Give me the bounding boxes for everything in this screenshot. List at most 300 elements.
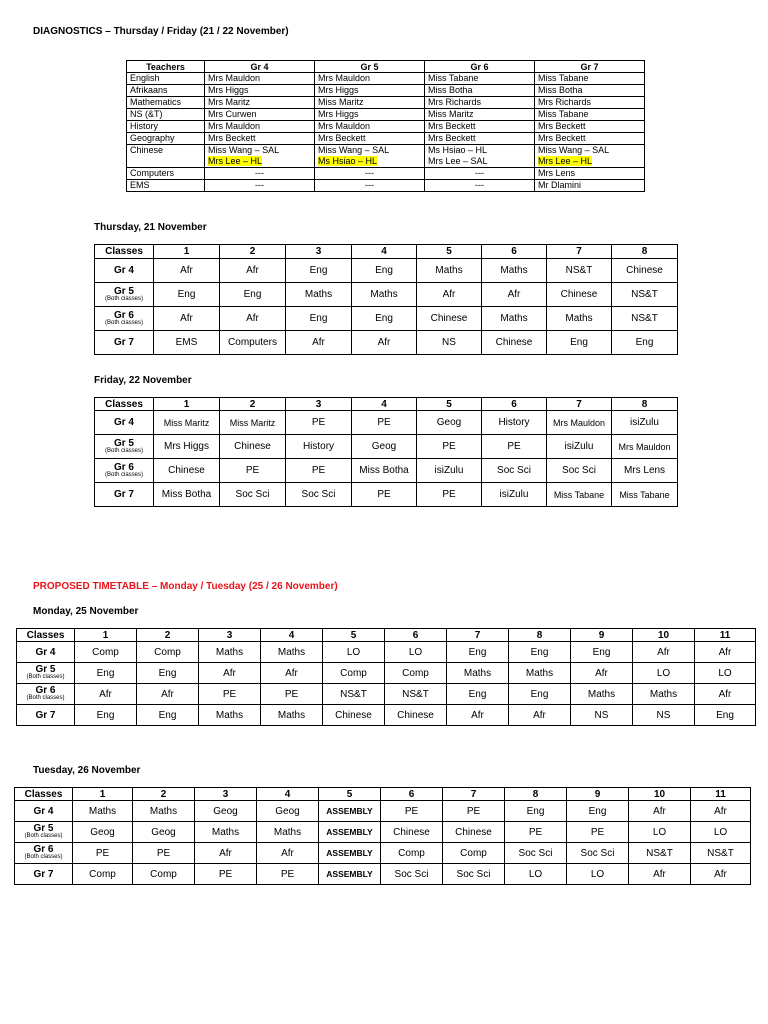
lesson-cell: Afr: [195, 843, 257, 864]
teacher-line: Mrs Lee – SAL: [428, 156, 488, 166]
grade-label: Gr 4: [33, 805, 54, 817]
lesson-cell: Chinese: [612, 259, 678, 283]
lesson-cell: Eng: [547, 331, 612, 355]
grade-label: Gr 6: [35, 685, 56, 696]
lesson-cell: Afr: [571, 663, 633, 684]
teacher-cell: Mrs Curwen: [205, 109, 315, 121]
period-header: 4: [261, 629, 323, 642]
teacher-line: Miss Wang – SAL: [208, 145, 280, 155]
teacher-cell: Mrs Mauldon: [315, 73, 425, 85]
teacher-cell: Mrs Higgs: [315, 109, 425, 121]
grade-cell: [17, 705, 75, 726]
grade-label: Gr 6: [113, 309, 134, 321]
grade-label: Gr 5: [113, 437, 134, 449]
lesson-cell: Maths: [633, 684, 695, 705]
lesson-cell: PE: [443, 801, 505, 822]
lesson-cell: PE: [352, 411, 417, 435]
lesson-cell: Miss Maritz: [220, 411, 286, 435]
table-row: [127, 133, 645, 145]
period-header: 7: [447, 629, 509, 642]
grade-label: Gr 6: [113, 461, 134, 473]
grade-label: Gr 6: [33, 844, 54, 855]
grade-cell: [95, 283, 154, 307]
grade-label: Gr 4: [113, 417, 134, 428]
lesson-cell: Afr: [509, 705, 571, 726]
grade-label: Gr 5: [113, 285, 134, 297]
grade-label: Gr 7: [33, 868, 54, 880]
thursday-timetable: [94, 244, 678, 355]
lesson-cell: Mrs Mauldon: [612, 435, 678, 459]
subject-cell: EMS: [127, 180, 205, 192]
table-row: [17, 684, 756, 705]
teacher-cell: [425, 145, 535, 168]
lesson-cell: Eng: [509, 642, 571, 663]
teacher-cell: Mrs Beckett: [535, 121, 645, 133]
table-row: [127, 121, 645, 133]
highlight-text: Mrs Lee – HL: [208, 156, 263, 166]
table-row: [95, 459, 678, 483]
monday-timetable: [16, 628, 756, 726]
grade-cell: [15, 822, 73, 843]
period-header: 5: [417, 245, 482, 259]
lesson-cell: Mrs Lens: [612, 459, 678, 483]
lesson-cell: LO: [695, 663, 756, 684]
lesson-cell: Maths: [257, 822, 319, 843]
lesson-cell: Maths: [73, 801, 133, 822]
lesson-cell: Geog: [417, 411, 482, 435]
lesson-cell: PE: [505, 822, 567, 843]
lesson-cell: Comp: [385, 663, 447, 684]
table-row: [95, 483, 678, 507]
lesson-cell: Soc Sci: [443, 864, 505, 885]
grade-cell: [95, 259, 154, 283]
table-row: [127, 97, 645, 109]
period-header: 8: [505, 788, 567, 801]
lesson-cell: Maths: [261, 705, 323, 726]
lesson-cell: Soc Sci: [567, 843, 629, 864]
lesson-cell: isiZulu: [612, 411, 678, 435]
teacher-line: [538, 156, 641, 167]
lesson-cell: PE: [257, 864, 319, 885]
lesson-cell: Afr: [220, 259, 286, 283]
lesson-cell: NS: [633, 705, 695, 726]
grade-label: Gr 7: [113, 337, 134, 348]
friday-heading: Friday, 22 November: [94, 375, 192, 386]
diagnostics-heading: DIAGNOSTICS – Thursday / Friday (21 / 22 November): [33, 26, 289, 37]
lesson-cell: Comp: [443, 843, 505, 864]
lesson-cell: ASSEMBLY: [319, 801, 381, 822]
period-header: 6: [482, 398, 547, 411]
period-header: 11: [691, 788, 751, 801]
teacher-cell: Miss Botha: [535, 85, 645, 97]
grade-label: Gr 5: [33, 823, 54, 834]
table-row: [15, 843, 751, 864]
lesson-cell: Maths: [199, 642, 261, 663]
lesson-cell: NS&T: [547, 259, 612, 283]
subject-cell: Chinese: [127, 145, 205, 168]
proposed-heading: PROPOSED TIMETABLE – Monday / Tuesday (25 / 26 November): [33, 581, 338, 592]
teacher-cell: Miss Botha: [425, 85, 535, 97]
lesson-cell: Geog: [73, 822, 133, 843]
grade-cell: [95, 459, 154, 483]
lesson-cell: History: [286, 435, 352, 459]
teacher-cell: Mrs Beckett: [535, 133, 645, 145]
teacher-cell: Mrs Mauldon: [205, 73, 315, 85]
lesson-cell: Afr: [261, 663, 323, 684]
lesson-cell: Maths: [547, 307, 612, 331]
period-header: 10: [633, 629, 695, 642]
lesson-cell: Miss Maritz: [154, 411, 220, 435]
lesson-cell: Eng: [220, 283, 286, 307]
lesson-cell: PE: [261, 684, 323, 705]
lesson-cell: PE: [220, 459, 286, 483]
lesson-cell: Eng: [567, 801, 629, 822]
table-row: [127, 168, 645, 180]
lesson-cell: PE: [133, 843, 195, 864]
teacher-cell: Mrs Maritz: [205, 97, 315, 109]
lesson-cell: Afr: [691, 864, 751, 885]
lesson-cell: Afr: [286, 331, 352, 355]
lesson-cell: Chinese: [443, 822, 505, 843]
subject-cell: History: [127, 121, 205, 133]
teacher-cell: ---: [425, 168, 535, 180]
table-row: [127, 145, 645, 168]
lesson-cell: ASSEMBLY: [319, 822, 381, 843]
teacher-cell: Mrs Lens: [535, 168, 645, 180]
lesson-cell: NS: [571, 705, 633, 726]
period-header: 9: [571, 629, 633, 642]
period-header: 10: [629, 788, 691, 801]
lesson-cell: Eng: [137, 663, 199, 684]
lesson-cell: Chinese: [323, 705, 385, 726]
grade-label: Gr 4: [113, 265, 134, 276]
lesson-cell: LO: [505, 864, 567, 885]
grade-note: (Both classes): [104, 447, 143, 454]
teacher-cell: Miss Tabane: [535, 109, 645, 121]
period-header: 8: [612, 245, 678, 259]
lesson-cell: Chinese: [417, 307, 482, 331]
lesson-cell: Afr: [137, 684, 199, 705]
lesson-cell: PE: [417, 483, 482, 507]
table-header-cell: Gr 5: [315, 61, 425, 73]
lesson-cell: Eng: [352, 259, 417, 283]
lesson-cell: Eng: [612, 331, 678, 355]
monday-heading: Monday, 25 November: [33, 606, 139, 617]
lesson-cell: Afr: [199, 663, 261, 684]
table-row: [95, 283, 678, 307]
lesson-cell: Afr: [154, 259, 220, 283]
lesson-cell: Comp: [381, 843, 443, 864]
lesson-cell: Eng: [137, 705, 199, 726]
lesson-cell: NS&T: [385, 684, 447, 705]
period-header: 2: [133, 788, 195, 801]
lesson-cell: NS: [417, 331, 482, 355]
table-row: [95, 435, 678, 459]
lesson-cell: Afr: [447, 705, 509, 726]
teacher-cell: ---: [205, 168, 315, 180]
period-header: 11: [695, 629, 756, 642]
lesson-cell: LO: [323, 642, 385, 663]
period-header: 4: [352, 398, 417, 411]
grade-label: Gr 4: [35, 646, 56, 658]
lesson-cell: NS&T: [629, 843, 691, 864]
period-header: 8: [509, 629, 571, 642]
grade-note: (Both classes): [104, 471, 143, 478]
lesson-cell: Geog: [133, 822, 195, 843]
table-header-cell: Gr 7: [535, 61, 645, 73]
highlight-text: Mrs Lee – HL: [538, 156, 593, 166]
thursday-heading: Thursday, 21 November: [94, 222, 207, 233]
grade-note: (Both classes): [24, 854, 63, 860]
lesson-cell: Afr: [629, 801, 691, 822]
lesson-cell: Comp: [133, 864, 195, 885]
table-row: [95, 331, 678, 355]
lesson-cell: ASSEMBLY: [319, 843, 381, 864]
teacher-line: [208, 156, 311, 167]
teacher-cell: Mrs Richards: [535, 97, 645, 109]
lesson-cell: Maths: [447, 663, 509, 684]
grade-cell: [17, 642, 75, 663]
lesson-cell: Soc Sci: [505, 843, 567, 864]
grade-note: (Both classes): [26, 695, 65, 701]
grade-note: (Both classes): [26, 674, 65, 680]
teacher-cell: Mrs Richards: [425, 97, 535, 109]
lesson-cell: Maths: [482, 307, 547, 331]
lesson-cell: Eng: [75, 705, 137, 726]
lesson-cell: Eng: [286, 307, 352, 331]
grade-cell: [95, 331, 154, 355]
period-header: 4: [352, 245, 417, 259]
lesson-cell: Afr: [482, 283, 547, 307]
grade-note: (Both classes): [24, 833, 63, 839]
lesson-cell: Eng: [447, 642, 509, 663]
lesson-cell: Chinese: [385, 705, 447, 726]
lesson-cell: Geog: [195, 801, 257, 822]
lesson-cell: Miss Tabane: [547, 483, 612, 507]
lesson-cell: Maths: [195, 822, 257, 843]
lesson-cell: Eng: [509, 684, 571, 705]
lesson-cell: PE: [381, 801, 443, 822]
lesson-cell: LO: [567, 864, 629, 885]
lesson-cell: Afr: [220, 307, 286, 331]
period-header: 7: [547, 398, 612, 411]
subject-cell: Mathematics: [127, 97, 205, 109]
teacher-line: Miss Wang – SAL: [318, 145, 390, 155]
table-row: [15, 801, 751, 822]
lesson-cell: Soc Sci: [286, 483, 352, 507]
lesson-cell: Miss Botha: [154, 483, 220, 507]
teacher-cell: Mrs Beckett: [425, 121, 535, 133]
lesson-cell: Maths: [133, 801, 195, 822]
lesson-cell: isiZulu: [417, 459, 482, 483]
highlight-text: Ms Hsiao – HL: [318, 156, 378, 166]
classes-header: Classes: [17, 629, 75, 642]
teacher-line: Miss Wang – SAL: [538, 145, 610, 155]
period-header: 7: [547, 245, 612, 259]
period-header: 1: [75, 629, 137, 642]
lesson-cell: Eng: [571, 642, 633, 663]
period-header: 6: [482, 245, 547, 259]
lesson-cell: Eng: [75, 663, 137, 684]
lesson-cell: Miss Botha: [352, 459, 417, 483]
classes-header: Classes: [95, 398, 154, 411]
lesson-cell: PE: [417, 435, 482, 459]
lesson-cell: Chinese: [547, 283, 612, 307]
lesson-cell: Afr: [695, 642, 756, 663]
lesson-cell: Chinese: [482, 331, 547, 355]
lesson-cell: Maths: [286, 283, 352, 307]
subject-cell: English: [127, 73, 205, 85]
period-header: 2: [220, 245, 286, 259]
lesson-cell: isiZulu: [547, 435, 612, 459]
lesson-cell: PE: [286, 411, 352, 435]
grade-cell: [17, 663, 75, 684]
teacher-cell: ---: [205, 180, 315, 192]
period-header: 3: [195, 788, 257, 801]
lesson-cell: PE: [482, 435, 547, 459]
lesson-cell: Comp: [137, 642, 199, 663]
lesson-cell: PE: [199, 684, 261, 705]
teacher-cell: ---: [315, 168, 425, 180]
grade-cell: [95, 483, 154, 507]
table-row: [17, 642, 756, 663]
lesson-cell: Maths: [571, 684, 633, 705]
lesson-cell: History: [482, 411, 547, 435]
teacher-cell: [205, 145, 315, 168]
period-header: 3: [199, 629, 261, 642]
lesson-cell: PE: [195, 864, 257, 885]
teacher-cell: Mrs Higgs: [205, 85, 315, 97]
grade-cell: [95, 435, 154, 459]
lesson-cell: NS&T: [612, 307, 678, 331]
lesson-cell: Afr: [257, 843, 319, 864]
teacher-line: [318, 156, 421, 167]
subject-cell: Afrikaans: [127, 85, 205, 97]
table-row: [127, 85, 645, 97]
lesson-cell: Soc Sci: [482, 459, 547, 483]
table-row: [95, 307, 678, 331]
period-header: 2: [220, 398, 286, 411]
table-row: [127, 73, 645, 85]
period-header: 2: [137, 629, 199, 642]
period-header: 3: [286, 398, 352, 411]
lesson-cell: Afr: [75, 684, 137, 705]
table-header-cell: Gr 4: [205, 61, 315, 73]
teacher-cell: ---: [425, 180, 535, 192]
lesson-cell: LO: [633, 663, 695, 684]
period-header: 6: [385, 629, 447, 642]
lesson-cell: Afr: [629, 864, 691, 885]
lesson-cell: PE: [352, 483, 417, 507]
lesson-cell: Comp: [73, 864, 133, 885]
lesson-cell: PE: [286, 459, 352, 483]
table-row: [127, 109, 645, 121]
period-header: 6: [381, 788, 443, 801]
lesson-cell: Afr: [352, 331, 417, 355]
lesson-cell: Comp: [75, 642, 137, 663]
grade-cell: [17, 684, 75, 705]
period-header: 5: [417, 398, 482, 411]
period-header: 7: [443, 788, 505, 801]
grade-cell: [15, 864, 73, 885]
subject-cell: Geography: [127, 133, 205, 145]
lesson-cell: Geog: [257, 801, 319, 822]
grade-label: Gr 7: [113, 489, 134, 500]
lesson-cell: Comp: [323, 663, 385, 684]
period-header: 3: [286, 245, 352, 259]
lesson-cell: LO: [691, 822, 751, 843]
period-header: 1: [73, 788, 133, 801]
lesson-cell: isiZulu: [482, 483, 547, 507]
teacher-cell: Miss Maritz: [425, 109, 535, 121]
grade-cell: [15, 801, 73, 822]
lesson-cell: PE: [73, 843, 133, 864]
teacher-cell: Mr Dlamini: [535, 180, 645, 192]
lesson-cell: Afr: [691, 801, 751, 822]
grade-cell: [15, 843, 73, 864]
grade-cell: [95, 307, 154, 331]
period-header: 9: [567, 788, 629, 801]
lesson-cell: Chinese: [381, 822, 443, 843]
teacher-cell: [315, 145, 425, 168]
friday-timetable: [94, 397, 678, 507]
lesson-cell: NS&T: [612, 283, 678, 307]
teacher-cell: Miss Tabane: [425, 73, 535, 85]
teacher-cell: Mrs Beckett: [205, 133, 315, 145]
lesson-cell: Maths: [261, 642, 323, 663]
teacher-cell: Mrs Mauldon: [315, 121, 425, 133]
table-header-cell: Teachers: [127, 61, 205, 73]
lesson-cell: Eng: [154, 283, 220, 307]
period-header: 1: [154, 398, 220, 411]
table-row: [15, 864, 751, 885]
lesson-cell: Eng: [695, 705, 756, 726]
table-row: [15, 822, 751, 843]
teacher-cell: [535, 145, 645, 168]
lesson-cell: Eng: [505, 801, 567, 822]
lesson-cell: Chinese: [154, 459, 220, 483]
teacher-cell: Mrs Mauldon: [205, 121, 315, 133]
classes-header: Classes: [95, 245, 154, 259]
table-row: [95, 259, 678, 283]
table-row: [17, 705, 756, 726]
teacher-cell: Mrs Beckett: [315, 133, 425, 145]
subject-cell: NS (&T): [127, 109, 205, 121]
teacher-cell: ---: [315, 180, 425, 192]
lesson-cell: Afr: [633, 642, 695, 663]
lesson-cell: Maths: [482, 259, 547, 283]
teacher-cell: Mrs Higgs: [315, 85, 425, 97]
period-header: 4: [257, 788, 319, 801]
period-header: 5: [323, 629, 385, 642]
period-header: 1: [154, 245, 220, 259]
lesson-cell: Mrs Mauldon: [547, 411, 612, 435]
period-header: 8: [612, 398, 678, 411]
lesson-cell: LO: [629, 822, 691, 843]
table-header-cell: Gr 6: [425, 61, 535, 73]
lesson-cell: Miss Tabane: [612, 483, 678, 507]
teachers-table: [126, 60, 645, 192]
lesson-cell: Geog: [352, 435, 417, 459]
table-row: [95, 411, 678, 435]
teacher-cell: Mrs Beckett: [425, 133, 535, 145]
lesson-cell: Maths: [199, 705, 261, 726]
grade-note: (Both classes): [104, 319, 143, 326]
lesson-cell: NS&T: [323, 684, 385, 705]
tuesday-heading: Tuesday, 26 November: [33, 765, 141, 776]
lesson-cell: Chinese: [220, 435, 286, 459]
teacher-line: Ms Hsiao – HL: [428, 145, 488, 155]
